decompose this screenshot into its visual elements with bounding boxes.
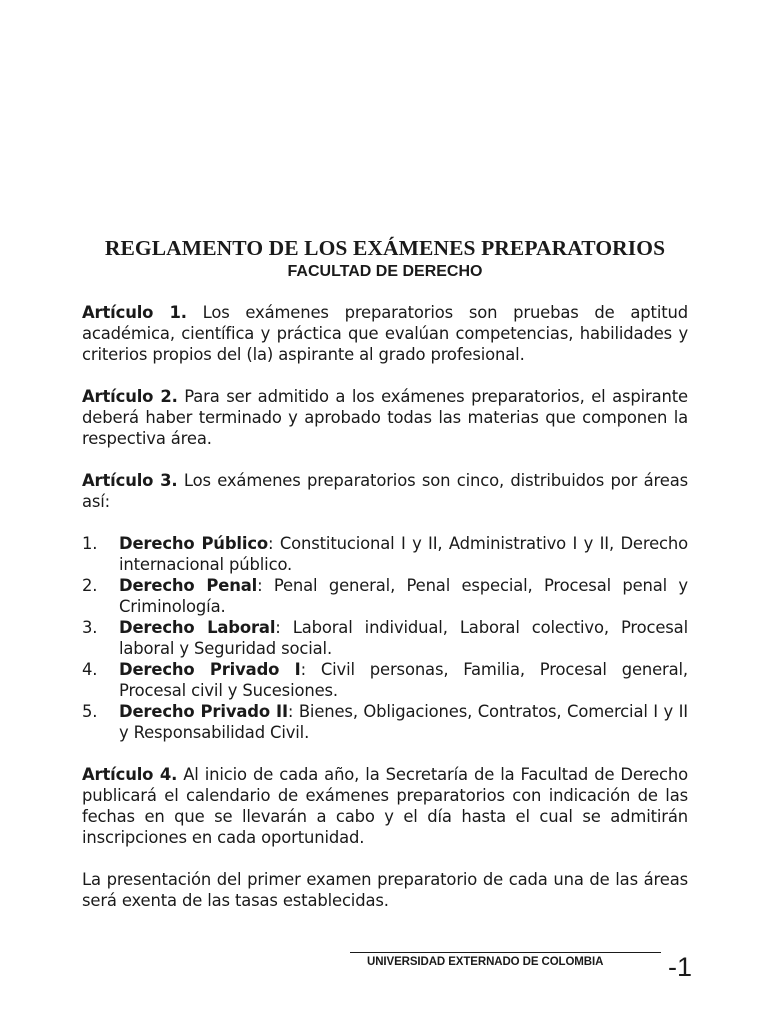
- list-item: [82, 659, 688, 701]
- article-3: [82, 470, 688, 512]
- article-3-text: Los exámenes preparatorios son cinco, distribuidos por áreas así:: [82, 471, 688, 511]
- list-item-number: 2.: [82, 576, 98, 595]
- document-subtitle: FACULTAD DE DERECHO: [287, 263, 483, 280]
- list-item-text: : Laboral individual, Laboral colectivo, Procesal laboral y Seguridad social.: [119, 618, 688, 658]
- article-1-text: Los exámenes preparatorios son pruebas de aptitud académica, científica y práctica que evalúan competencias, habilidades y criterios propios del (la) aspirante al grado profesional.: [82, 303, 688, 364]
- article-4-label: Artículo 4.: [82, 765, 178, 784]
- page-number: -1: [668, 952, 693, 982]
- list-item-text: : Constitucional I y II, Administrativo I y II, Derecho internacional público.: [119, 534, 688, 574]
- list-item-name: Derecho Privado II: [119, 702, 288, 721]
- closing-paragraph: La presentación del primer examen preparatorio de cada una de las áreas será exenta de las tasas establecidas.: [82, 870, 688, 910]
- list-item-number: 1.: [82, 534, 98, 553]
- article-2-text: Para ser admitido a los exámenes preparatorios, el aspirante deberá haber terminado y aprobado todas las materias que componen la respectiva área.: [82, 387, 688, 448]
- list-item-text: : Civil personas, Familia, Procesal general, Procesal civil y Sucesiones.: [119, 660, 688, 700]
- list-item-number: 4.: [82, 660, 98, 679]
- document-title: REGLAMENTO DE LOS EXÁMENES PREPARATORIOS: [104, 236, 666, 260]
- article-3-label: Artículo 3.: [82, 471, 178, 490]
- list-item-name: Derecho Laboral: [119, 618, 276, 637]
- list-item-text: : Bienes, Obligaciones, Contratos, Comercial I y II y Responsabilidad Civil.: [119, 702, 688, 742]
- list-item: [82, 533, 688, 575]
- list-item-text: : Penal general, Penal especial, Procesal penal y Criminología.: [119, 576, 688, 616]
- footer-divider: [350, 952, 661, 953]
- list-item: [82, 701, 688, 743]
- article-1-label: Artículo 1.: [82, 303, 187, 322]
- list-item-number: 3.: [82, 618, 98, 637]
- document-body: [82, 234, 688, 932]
- footer-institution: UNIVERSIDAD EXTERNADO DE COLOMBIA: [367, 956, 604, 968]
- article-4-text: Al inicio de cada año, la Secretaría de la Facultad de Derecho publicará el calendario de exámenes preparatorios con indicación de las fechas en que se llevarán a cabo y el día hasta el cual se admitirán inscripciones en cada oportunidad.: [82, 765, 688, 847]
- article-2-label: Artículo 2.: [82, 387, 178, 406]
- article-4: [82, 764, 688, 848]
- list-item: [82, 575, 688, 617]
- list-item: [82, 617, 688, 659]
- list-item-name: Derecho Penal: [119, 576, 258, 595]
- article-1: [82, 302, 688, 365]
- list-item-name: Derecho Público: [119, 534, 269, 553]
- list-item-number: 5.: [82, 702, 98, 721]
- areas-list: [82, 533, 688, 743]
- article-2: [82, 386, 688, 449]
- list-item-name: Derecho Privado I: [119, 660, 301, 679]
